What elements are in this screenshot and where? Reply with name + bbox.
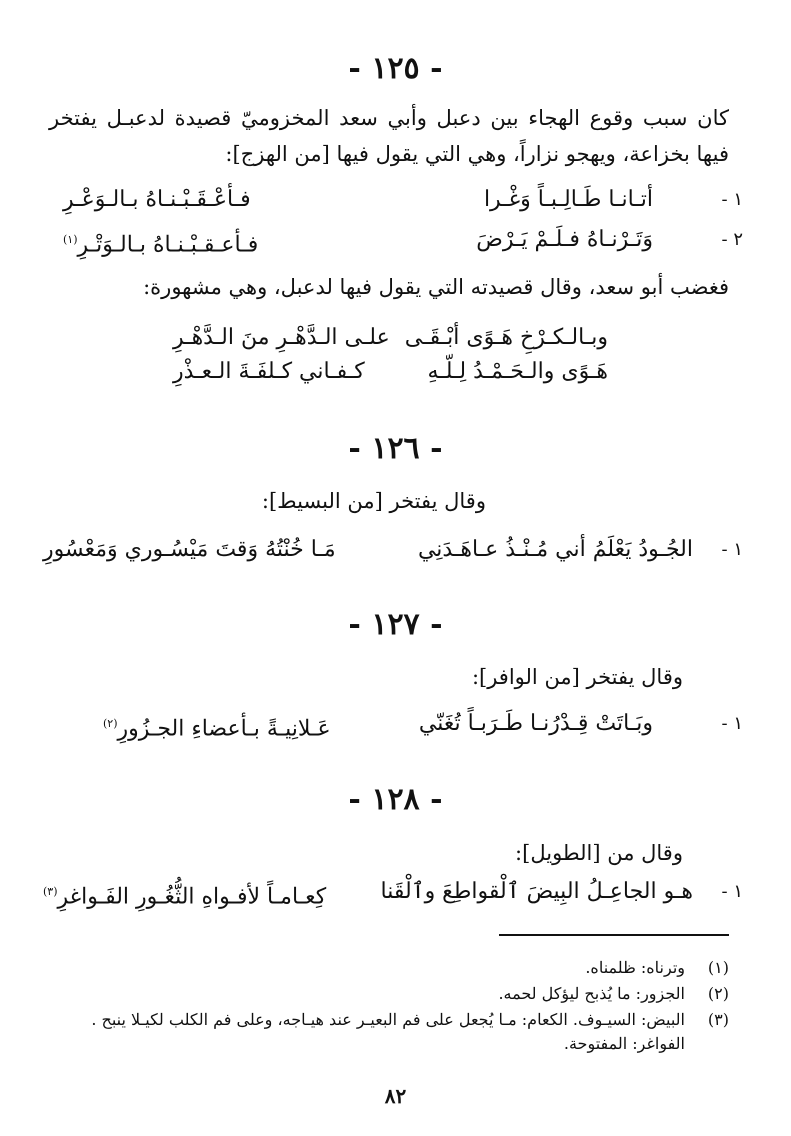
verse-line	[43, 222, 743, 258]
verse-line	[43, 354, 743, 390]
verse-text: فـأعـقـبْـنـاهُ بـالـوَتْـرِ	[77, 232, 259, 258]
footnote-text: الجزور: ما يُذبح ليؤكل لحمه.	[498, 984, 685, 1003]
verse-second-hemistich: مَـا خُنْتُهُ وَقتَ مَيْسُـوري وَمَعْسُورِ	[43, 537, 336, 562]
verse-number: ١ -	[721, 713, 743, 734]
footnote-number: (١)	[707, 958, 729, 977]
prose-intro: وقال من [الطويل]:	[515, 841, 683, 865]
verse-second-hemistich	[103, 706, 331, 747]
footnote-ref: (١)	[63, 233, 78, 246]
verse-line	[43, 874, 743, 910]
verse-first-hemistich: وبَـاتَتْ قِـدْرُنـا طَـرَبـاً تُغَنّي	[418, 711, 653, 736]
verse-number: ١ -	[721, 189, 743, 210]
section-125-prose	[49, 100, 729, 172]
verse-line	[43, 320, 743, 356]
footnote-number: (٣)	[707, 1010, 729, 1029]
footnote-ref: (٣)	[43, 885, 58, 898]
verse-text: عَـلانِيـةً بـأعضاءِ الجـزُورِ	[117, 716, 331, 742]
verse-line	[43, 532, 743, 568]
section-heading-125: - ١٢٥ -	[348, 51, 443, 86]
page-number: ٨٢	[384, 1084, 407, 1108]
verse-first-hemistich: وبـالـكـرْخِ هَـوًى أبْـقَـى	[404, 325, 608, 350]
verse-first-hemistich: الجُـودُ يَعْلَمُ أني مُـنْـذُ عـاهَـدَنِي	[417, 537, 693, 562]
verse-second-hemistich: فـأعْـقَـبْـنـاهُ بـالـوَعْـرِ	[63, 187, 251, 212]
verse-second-hemistich	[63, 222, 258, 263]
prose-intro: فغضب أبو سعد، وقال قصيدته التي يقول فيها لدعبل، وهي مشهورة:	[143, 275, 729, 299]
verse-line	[43, 706, 743, 742]
footnote-ref: (٢)	[103, 717, 118, 730]
section-heading-127: - ١٢٧ -	[348, 607, 443, 642]
footnote-divider	[499, 934, 729, 936]
verse-number: ٢ -	[721, 229, 743, 250]
verse-first-hemistich: هـو الجاعِـلُ البِيضَ ٱلْقواطِعَ وٱلْقَنا	[380, 879, 693, 904]
section-heading-126: - ١٢٦ -	[348, 431, 443, 466]
prose-intro: وقال يفتخر [من الوافر]:	[471, 665, 683, 689]
verse-number: ١ -	[721, 881, 743, 902]
prose-paragraph: كان سبب وقوع الهجاء بين دعبل وأبي سعد المخزوميّ قصيدة لدعبـل يفتخر فيها بخزاعة، ويهجو نزاراً، وهي التي يقول فيها [من الهزج]:	[49, 106, 729, 166]
footnote-number: (٢)	[707, 984, 729, 1003]
section-heading-128: - ١٢٨ -	[348, 782, 443, 817]
verse-second-hemistich: كـفـاني كـلفَـةَ الـعـذْرِ	[173, 359, 365, 384]
verse-text: كِعـامـاً لأفـواهِ الثُّغُـورِ الفَـواغرِ	[57, 884, 327, 910]
verse-first-hemistich: أتـانـا طَـالِـبـاً وَغْـرا	[483, 187, 653, 212]
verse-first-hemistich: وَتَـرْنـاهُ فـلَـمْ يَـرْضَ	[476, 227, 653, 252]
prose-intro: وقال يفتخر [من البسيط]:	[261, 489, 486, 513]
verse-number: ١ -	[721, 539, 743, 560]
footnote-text: وترناه: ظلمناه.	[585, 958, 685, 977]
verse-line	[43, 182, 743, 218]
verse-second-hemistich	[43, 874, 326, 915]
verse-second-hemistich: علـى الـدَّهْـرِ منَ الـدَّهْـرِ	[173, 325, 390, 350]
verse-first-hemistich: هَـوًى والـحَـمْـدُ لِـلّـهِ	[427, 359, 608, 384]
footnote-text: البيض: السيـوف. الكعام: مـا يُجعل على فم البعيـر عند هيـاجه، وعلى فم الكلب لكيـلا ينبح . الفواغر: المفتوحة.	[91, 1010, 685, 1053]
